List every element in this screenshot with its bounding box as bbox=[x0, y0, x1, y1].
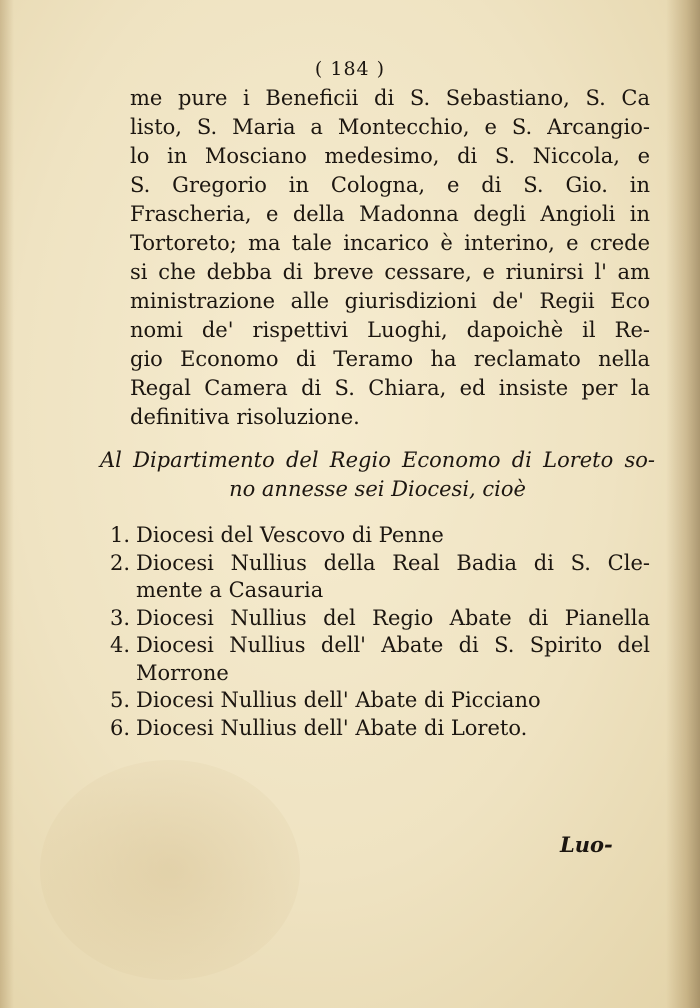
item-text: Diocesi Nullius dell' Abate di Picciano bbox=[136, 688, 541, 712]
item-number: 4. bbox=[109, 633, 130, 657]
item-number: 2. bbox=[109, 550, 130, 575]
text-line: S. Gregorio in Cologna, e di S. Gio. in bbox=[130, 173, 650, 197]
text-line: definitiva risoluzione. bbox=[130, 405, 360, 429]
text-line: Tortoreto; ma tale incarico è interino, e crede bbox=[130, 231, 650, 255]
text-line: Regal Camera di S. Chiara, ed insiste per la bbox=[130, 376, 650, 400]
list-item bbox=[100, 715, 650, 743]
list-item bbox=[100, 550, 650, 605]
item-number: 6. bbox=[109, 715, 130, 740]
item-number: 5. bbox=[109, 688, 130, 712]
text-line: lo in Mosciano medesimo, di S. Niccola, e bbox=[130, 144, 650, 168]
body-paragraph bbox=[130, 84, 650, 432]
text-line: nomi de' rispettivi Luoghi, dapoichè il Re- bbox=[130, 318, 650, 342]
section-heading-line: no annesse sei Diocesi, cioè bbox=[229, 477, 526, 501]
list-item bbox=[100, 687, 650, 715]
section-heading-line: Al Dipartimento del Regio Economo di Loreto so- bbox=[100, 448, 655, 472]
text-line: me pure i Beneficii di S. Sebastiano, S. Ca bbox=[130, 86, 650, 110]
item-text: Diocesi Nullius del Regio Abate di Pianella bbox=[136, 605, 650, 630]
item-number: 1. bbox=[109, 523, 130, 547]
item-number: 3. bbox=[109, 605, 130, 630]
text-line: listo, S. Maria a Montecchio, e S. Arcangio- bbox=[130, 115, 650, 139]
page-edge-shadow bbox=[666, 0, 700, 1008]
section-heading bbox=[100, 446, 655, 504]
item-text: Diocesi Nullius dell' Abate di Loreto. bbox=[136, 715, 528, 740]
text-line: Frascheria, e della Madonna degli Angioli in bbox=[130, 202, 650, 226]
list-item bbox=[100, 522, 650, 550]
page-number: ( 184 ) bbox=[314, 58, 386, 80]
text-line: si che debba di breve cessare, e riunirsi l' am bbox=[130, 260, 650, 284]
item-text: Diocesi del Vescovo di Penne bbox=[136, 523, 444, 547]
page-gutter-shadow bbox=[0, 0, 14, 1008]
list-item bbox=[100, 605, 650, 633]
text-line: gio Economo di Teramo ha reclamato nella bbox=[130, 347, 650, 371]
text-line: ministrazione alle giurisdizioni de' Regii Eco bbox=[130, 289, 650, 313]
item-text: Diocesi Nullius dell' Abate di S. Spirito del bbox=[136, 633, 650, 657]
list-item bbox=[100, 632, 650, 687]
item-text-continued: Morrone bbox=[136, 660, 229, 685]
catchword: Luo- bbox=[560, 832, 613, 857]
item-text-continued: mente a Casauria bbox=[136, 578, 324, 602]
dioceses-list bbox=[100, 522, 650, 742]
item-text: Diocesi Nullius della Real Badia di S. Cle- bbox=[136, 550, 650, 575]
paper-stain bbox=[40, 760, 300, 980]
